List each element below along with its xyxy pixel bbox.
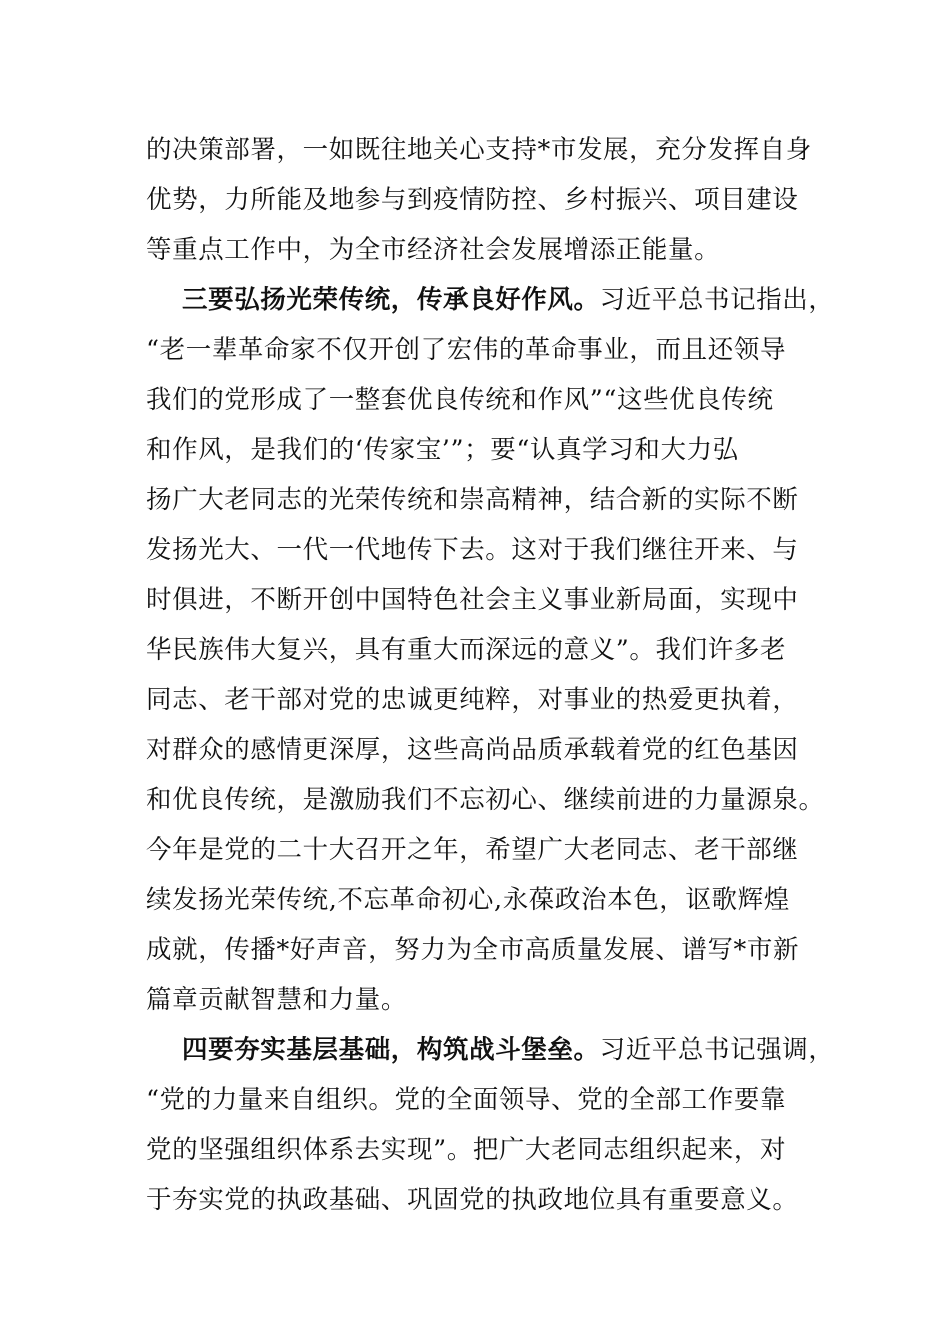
body-text-line: 和优良传统，是激励我们不忘初心、继续前进的力量源泉。 — [146, 785, 825, 815]
paragraph-first-line — [182, 280, 882, 320]
body-text-line: 时俱进，不断开创中国特色社会主义事业新局面，实现中 — [146, 585, 799, 615]
body-text-line: 和作风，是我们的‘传家宝’”；要“认真学习和大力弘 — [146, 435, 739, 465]
body-text: 习近平总书记指出， — [599, 285, 835, 315]
body-text-line: “老一辈革命家不仅开创了宏伟的革命事业，而且还领导 — [146, 335, 787, 365]
body-text-line: 篇章贡献智慧和力量。 — [146, 985, 408, 1015]
body-text-line: “党的力量来自组织。党的全面领导、党的全部工作要靠 — [146, 1085, 787, 1115]
body-text-line: 华民族伟大复兴，具有重大而深远的意义”。我们许多老 — [146, 635, 787, 665]
body-text-line: 优势，力所能及地参与到疫情防控、乡村振兴、项目建设 — [146, 185, 799, 215]
body-text-line: 党的坚强组织体系去实现”。把广大老同志组织起来，对 — [146, 1135, 787, 1165]
body-text-line: 等重点工作中，为全市经济社会发展增添正能量。 — [146, 235, 721, 265]
body-text-line: 我们的党形成了一整套优良传统和作风”“这些优良传统 — [146, 385, 774, 415]
body-text-line: 续发扬光荣传统,不忘革命初心,永葆政治本色，讴歌辉煌 — [146, 885, 790, 915]
body-text-line: 于夯实党的执政基础、巩固党的执政地位具有重要意义。 — [146, 1185, 799, 1215]
body-text-line: 对群众的感情更深厚，这些高尚品质承载着党的红色基因 — [146, 735, 799, 765]
body-text-line: 扬广大老同志的光荣传统和崇高精神，结合新的实际不断 — [146, 485, 799, 515]
section-heading: 三要弘扬光荣传统，传承良好作风。 — [182, 285, 600, 315]
body-text-line: 的决策部署，一如既往地关心支持*市发展，充分发挥自身 — [146, 135, 812, 165]
body-text-line: 发扬光大、一代一代地传下去。这对于我们继往开来、与 — [146, 535, 799, 565]
body-text-line: 今年是党的二十大召开之年，希望广大老同志、老干部继 — [146, 835, 799, 865]
section-heading: 四要夯实基层基础，构筑战斗堡垒。 — [182, 1035, 600, 1065]
body-text: 习近平总书记强调， — [599, 1035, 835, 1065]
body-text-line: 同志、老干部对党的忠诚更纯粹，对事业的热爱更执着， — [146, 685, 799, 715]
body-text-line: 成就，传播*好声音，努力为全市高质量发展、谱写*市新 — [146, 935, 800, 965]
paragraph-first-line — [182, 1030, 882, 1070]
